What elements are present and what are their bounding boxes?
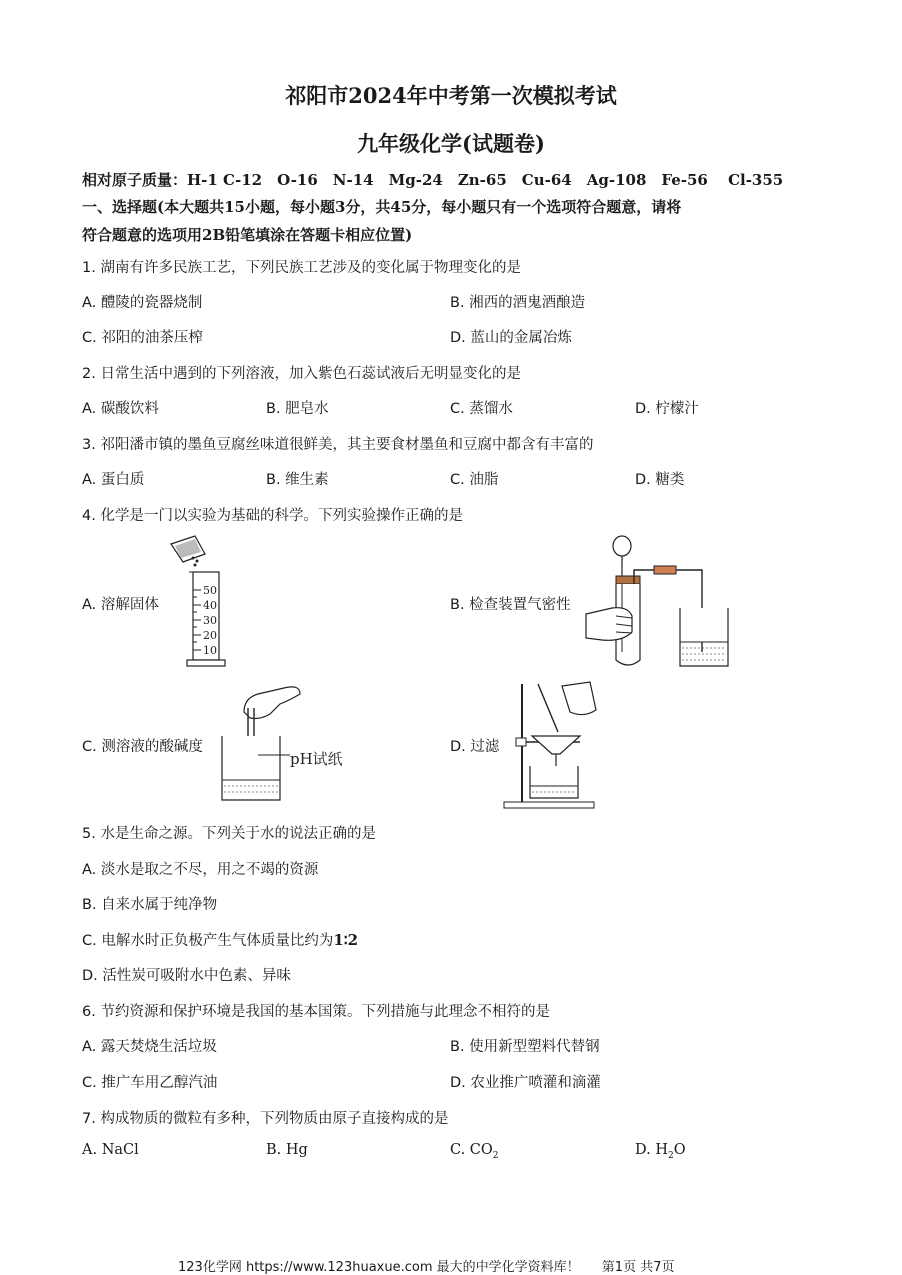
airtightness-apparatus-figure [582,532,742,672]
option-c-text: C. 电解水时正负极产生气体质量比约为 [82,933,334,949]
option-d: D. 蓝山的金属冶炼 [450,330,572,346]
option-d-text: D. H [635,1142,668,1158]
option-a: A. 露天焚烧生活垃圾 [82,1039,217,1055]
ph-paper-label: pH试纸 [290,750,343,768]
option-c: C. 祁阳的油茶压榨 [82,330,203,346]
option-b: B. Hg [266,1142,308,1158]
graduated-cylinder-figure [165,532,235,672]
tick-label: 40 [203,599,217,612]
tick-label: 10 [203,644,217,657]
footer-slogan: 最大的中学化学资料库！ [436,1260,580,1275]
option-a: A. 碳酸饮料 [82,401,159,417]
option-a: A. 蛋白质 [82,472,145,488]
page-title: 祁阳市2024年中考第一次模拟考试 [285,83,617,108]
tick-label: 50 [203,584,217,597]
footer [178,1256,674,1275]
question-stem: 4. 化学是一门以实验为基础的科学。下列实验操作正确的是 [82,508,463,524]
option-a: A. 淡水是取之不尽，用之不竭的资源 [82,862,319,878]
tick-label: 30 [203,614,217,627]
option-b: B. 维生素 [266,472,329,488]
question-stem: 6. 节约资源和保护环境是我国的基本国策。下列措施与此理念不相符的是 [82,1004,550,1020]
option-b: B. 湘西的酒鬼酒酿造 [450,295,586,311]
option-a: A. 溶解固体 [82,597,159,613]
page-number: 第1页 共7页 [601,1260,675,1275]
option-d: D. 活性炭可吸附水中色素、异味 [82,968,291,984]
option-a: A. 醴陵的瓷器烧制 [82,295,203,311]
option-c: C. 测溶液的酸碱度 [82,739,203,755]
option-d: D. 糖类 [635,472,685,488]
subscript: 2 [667,1150,674,1161]
subscript: 2 [492,1150,499,1161]
option-c [82,929,358,950]
option-b: B. 肥皂水 [266,401,329,417]
tick-label: 20 [203,629,217,642]
option-d: D. 农业推广喷灌和滴灌 [450,1075,601,1091]
page-subtitle: 九年级化学(试题卷) [357,131,545,156]
option-d: D. 柠檬汁 [635,401,699,417]
question-stem: 1. 湖南有许多民族工艺，下列民族工艺涉及的变化属于物理变化的是 [82,260,521,276]
question-stem: 7. 构成物质的微粒有多种，下列物质由原子直接构成的是 [82,1111,449,1127]
option-c: C. 油脂 [450,472,499,488]
section-heading-line1: 一、选择题(本大题共15小题，每小题3分，共45分，每小题只有一个选项符合题意，请将 [82,198,682,216]
footer-site: 123化学网 [178,1260,242,1275]
option-c [450,1142,499,1161]
formula-suffix: O [673,1142,686,1158]
option-c-text: C. CO [450,1142,493,1158]
filtration-figure [500,680,610,810]
option-b: B. 自来水属于纯净物 [82,897,218,913]
option-d: D. 过滤 [450,739,500,755]
footer-url[interactable]: https://www.123huaxue.com [245,1260,433,1275]
option-b: B. 使用新型塑料代替钢 [450,1039,600,1055]
ratio-value: 1∶2 [333,931,359,949]
question-stem: 5. 水是生命之源。下列关于水的说法正确的是 [82,826,376,842]
ph-test-figure [214,680,364,805]
question-stem: 2. 日常生活中遇到的下列溶液，加入紫色石蕊试液后无明显变化的是 [82,366,521,382]
option-b: B. 检查装置气密性 [450,597,571,613]
option-c: C. 蒸馏水 [450,401,513,417]
atomic-masses: 相对原子质量：H-1 C-12 O-16 N-14 Mg-24 Zn-65 Cu-64 Ag-108 Fe-56 Cl-355 [82,171,784,189]
option-c: C. 推广车用乙醇汽油 [82,1075,218,1091]
option-a: A. NaCl [82,1142,139,1158]
section-heading-line2: 符合题意的选项用2B铅笔填涂在答题卡相应位置) [82,226,413,244]
question-stem: 3. 祁阳潘市镇的墨鱼豆腐丝味道很鲜美，其主要食材墨鱼和豆腐中都含有丰富的 [82,437,594,453]
option-d [635,1142,686,1161]
